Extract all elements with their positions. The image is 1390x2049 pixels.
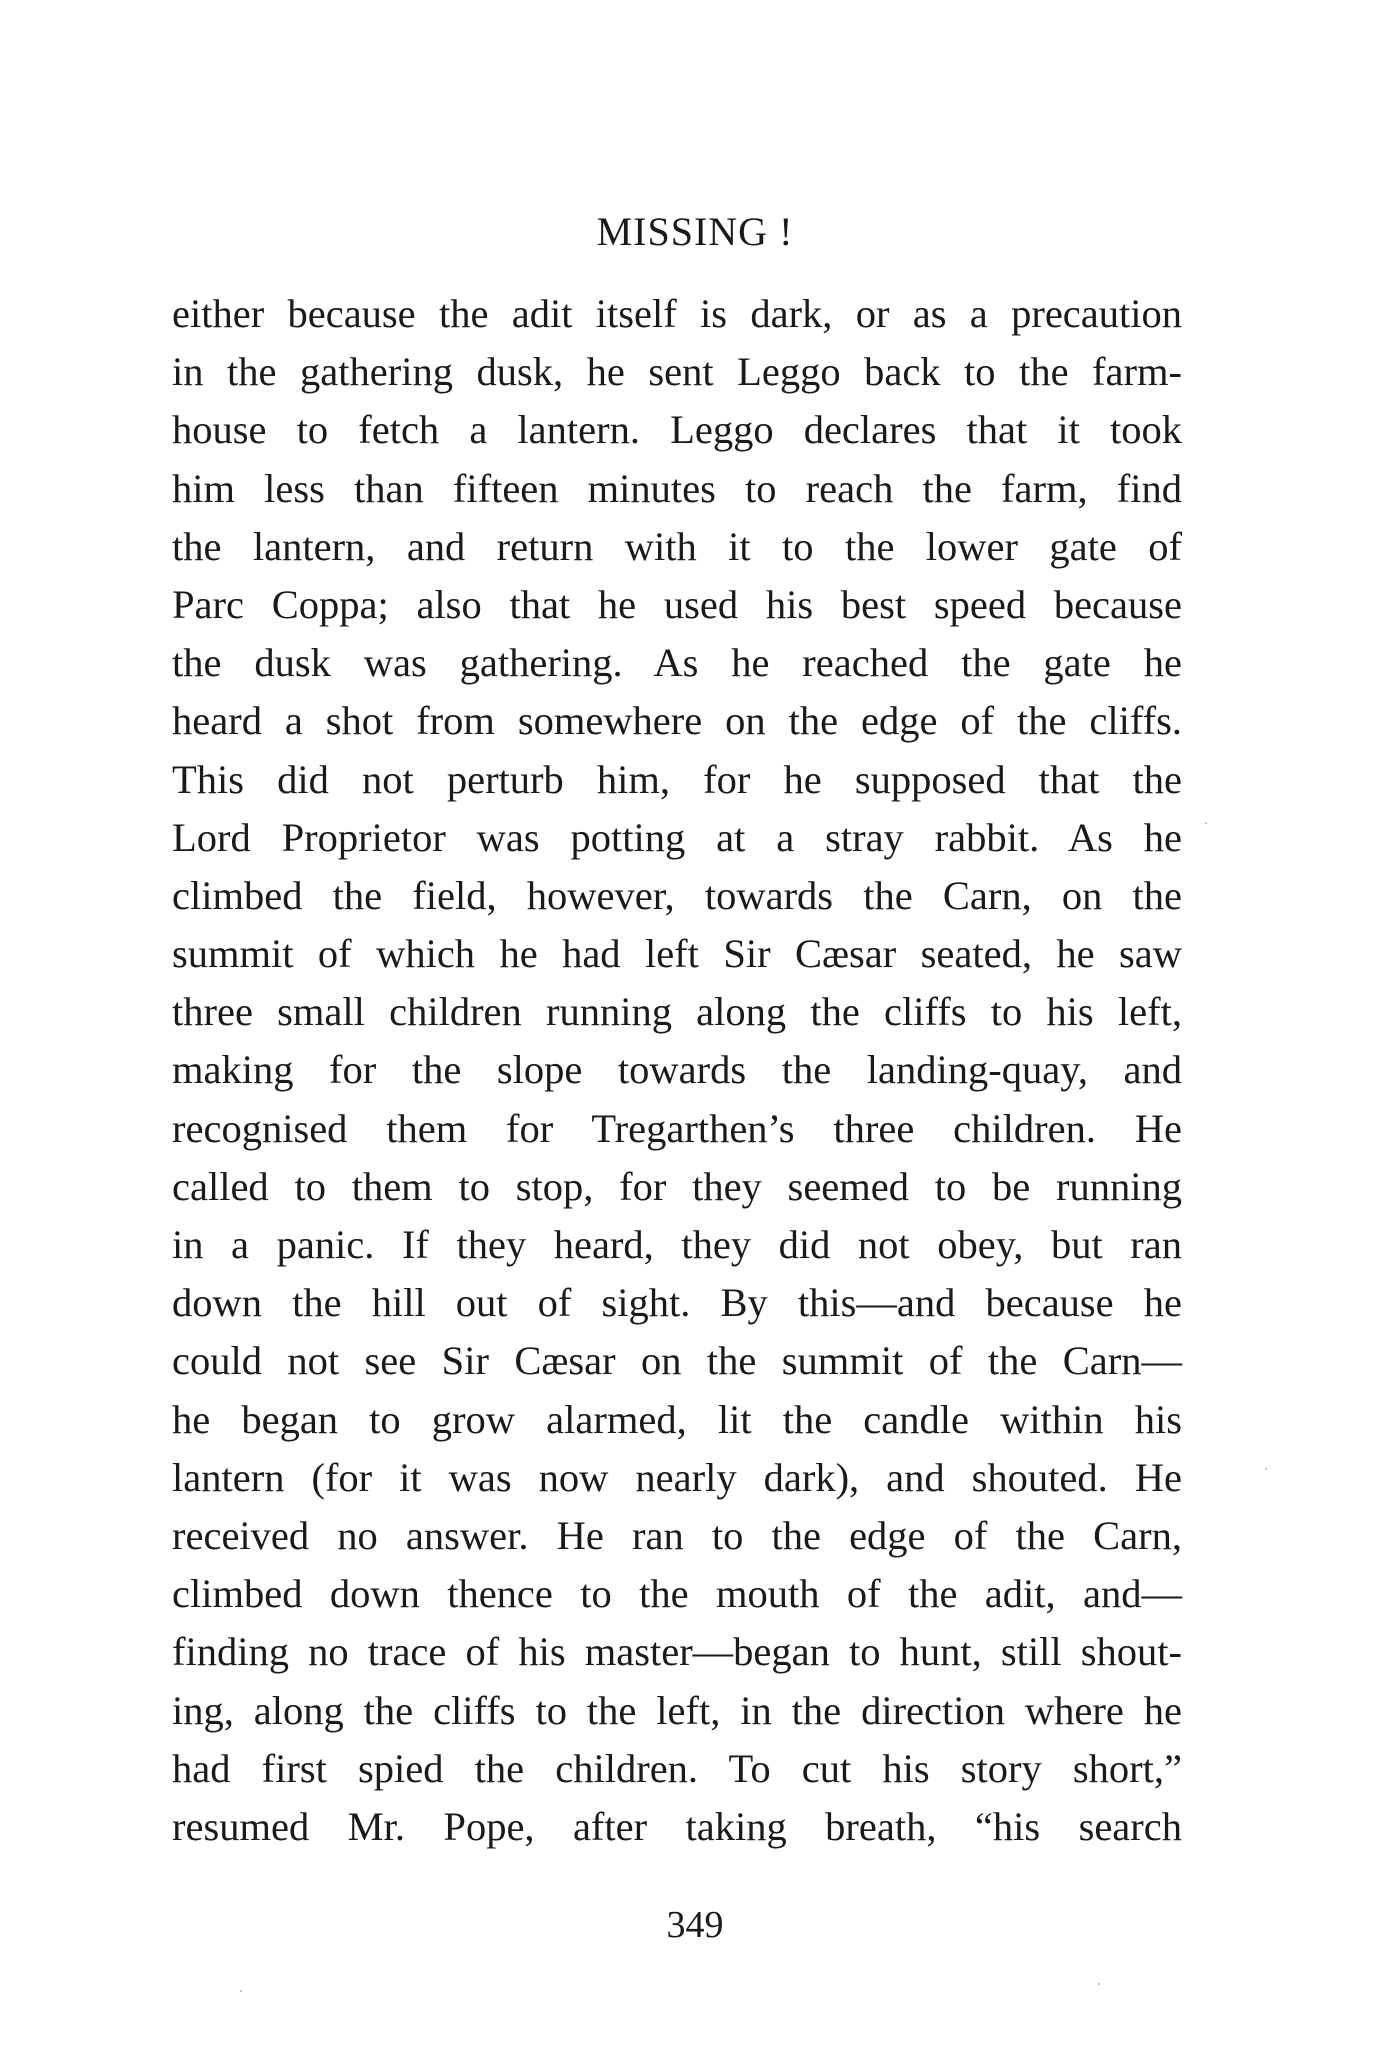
text-line: down the hill out of sight. By this—and because he [172, 1280, 1182, 1326]
text-line: finding no trace of his master—began to hunt, still shout- [172, 1629, 1182, 1675]
text-line: three small children running along the cliffs to his left, [172, 989, 1182, 1035]
text-line: in the gathering dusk, he sent Leggo back to the farm- [172, 349, 1182, 395]
text-line: resumed Mr. Pope, after taking breath, “his search [172, 1803, 1182, 1849]
text-line: could not see Sir Cæsar on the summit of the Carn— [172, 1338, 1182, 1384]
text-line: house to fetch a lantern. Leggo declares that it took [172, 407, 1182, 453]
text-line: climbed down thence to the mouth of the adit, and— [172, 1571, 1182, 1617]
paper-speck [240, 1990, 242, 1992]
text-line: he began to grow alarmed, lit the candle within his [172, 1396, 1182, 1442]
paper-speck [1265, 1468, 1267, 1470]
text-line: Parc Coppa; also that he used his best speed because [172, 581, 1182, 627]
text-line: heard a shot from somewhere on the edge of the cliffs. [172, 698, 1182, 744]
text-line: summit of which he had left Sir Cæsar seated, he saw [172, 931, 1182, 977]
text-line: the lantern, and return with it to the lower gate of [172, 523, 1182, 569]
text-line: This did not perturb him, for he supposed that the [172, 756, 1182, 802]
text-line: called to them to stop, for they seemed to be running [172, 1163, 1182, 1209]
text-line: Lord Proprietor was potting at a stray rabbit. As he [172, 814, 1182, 860]
text-line: lantern (for it was now nearly dark), and shouted. He [172, 1454, 1182, 1500]
text-line: ing, along the cliffs to the left, in the direction where he [172, 1687, 1182, 1733]
paper-speck [1098, 1983, 1100, 1985]
text-line: the dusk was gathering. As he reached the gate he [172, 640, 1182, 686]
text-line: received no answer. He ran to the edge of the Carn, [172, 1512, 1182, 1558]
body-text [172, 285, 1182, 1856]
text-line: had first spied the children. To cut his story short,” [172, 1745, 1182, 1791]
paper-speck [1205, 822, 1207, 824]
text-line: him less than fifteen minutes to reach the farm, find [172, 465, 1182, 511]
text-line: climbed the field, however, towards the Carn, on the [172, 872, 1182, 918]
text-line: in a panic. If they heard, they did not obey, but ran [172, 1222, 1182, 1267]
page-number: 349 [666, 1904, 724, 1946]
text-line: recognised them for Tregarthen’s three children. He [172, 1105, 1182, 1151]
text-line: making for the slope towards the landing-quay, and [172, 1047, 1182, 1093]
text-line: either because the adit itself is dark, or as a precaution [172, 291, 1182, 336]
running-head: MISSING ! [596, 209, 794, 254]
